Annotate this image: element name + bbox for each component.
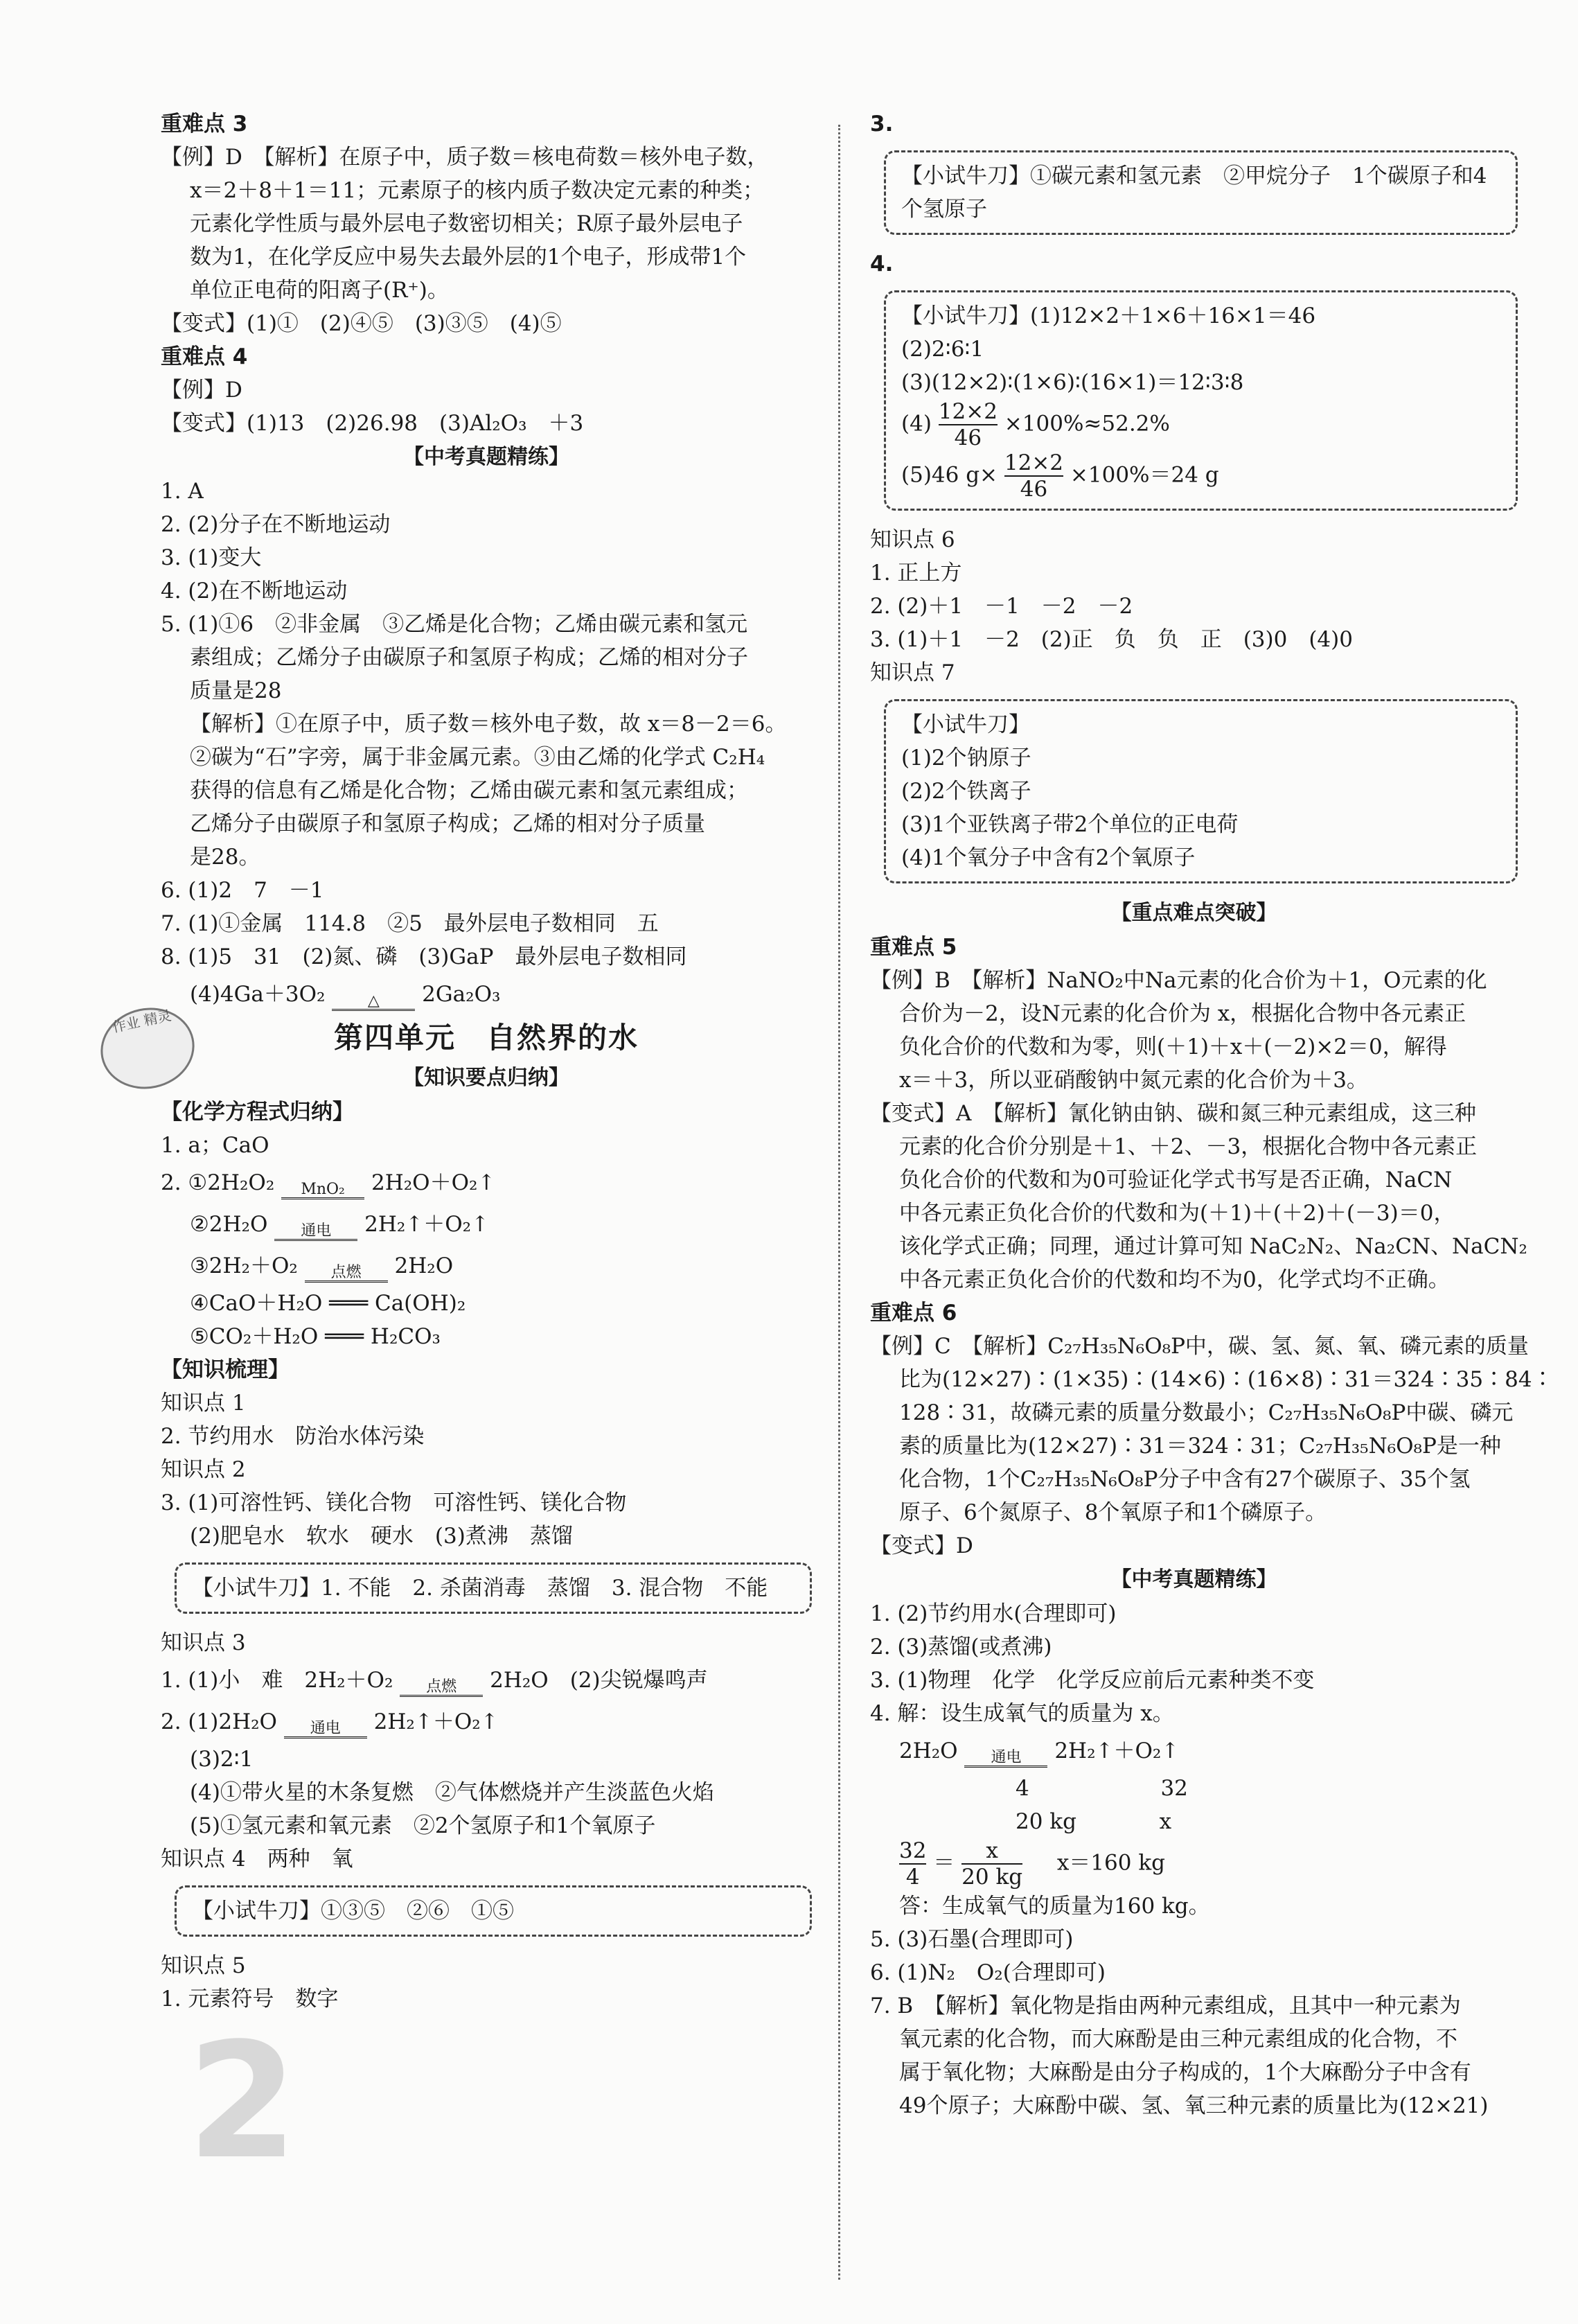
text-line: 元素化学性质与最外层电子数密切相关；R原子最外层电子 <box>190 211 743 236</box>
knowledge-point: 知识点 1 <box>161 1391 246 1416</box>
practice-text: (2)2个铁离子 <box>901 779 1031 804</box>
answer-line: 1. (2)节约用水(合理即可) <box>870 1601 1117 1626</box>
answer-line: 2. (2)分子在不断地运动 <box>161 512 391 537</box>
reaction-arrow: △ <box>332 994 415 1015</box>
text-line: 【变式】(1)13 (2)26.98 (3)Al₂O₃ ＋3 <box>161 411 584 436</box>
answer-line: 2. (2)＋1 －1 －2 －2 <box>870 594 1133 619</box>
practice-text: 【小试牛刀】①碳元素和氢元素 ②甲烷分子 1个碳原子和4个氢原子 <box>901 164 1487 222</box>
answer-line: 8. (1)5 31 (2)氮、磷 (3)GaP 最外层电子数相同 <box>161 944 687 969</box>
section-title: 【重点难点突破】 <box>1110 901 1277 925</box>
equation: 2. (1)2H₂O 通电 2H₂↑＋O₂↑ <box>161 1701 812 1743</box>
answer-line: 7. (1)①金属 114.8 ②5 最外层电子数相同 五 <box>161 911 659 936</box>
text-line: 合价为－2，设N元素的化合价为 x，根据化合物中各元素正 <box>899 1001 1466 1026</box>
answer-line: 3. (1)变大 <box>161 545 262 570</box>
practice-text: 【小试牛刀】(1)12×2＋1×6＋16×1＝46 <box>901 303 1316 328</box>
equation: ③2H₂＋O₂ 点燃 2H₂O <box>161 1245 812 1287</box>
text-line: 【例】C 【解析】C₂₇H₃₅N₆O₈P中，碳、氢、氮、氧、磷元素的质量 <box>870 1334 1529 1359</box>
equation: ④CaO＋H₂O ═══ Ca(OH)₂ <box>190 1291 466 1316</box>
question-number: 3. <box>870 112 894 137</box>
answer-line: 2. (3)蒸馏(或煮沸) <box>870 1635 1052 1660</box>
practice-text: (3)(12×2)∶(1×6)∶(16×1)＝12∶3∶8 <box>901 370 1244 395</box>
practice-box <box>884 150 1518 235</box>
answer-line: 素组成；乙烯分子由碳原子和氢原子构成；乙烯的相对分子 <box>190 645 748 670</box>
answer-line: 答：生成氧气的质量为160 kg。 <box>899 1894 1210 1919</box>
section-title: 【知识要点归纳】 <box>403 1066 569 1090</box>
fraction: $\frac{12\times 2}{46}$ <box>938 399 998 450</box>
answer-line: 49个原子；大麻酚中碳、氢、氧三种元素的质量比为(12×21) <box>899 2093 1489 2118</box>
text-line: 该化学式正确；同理，通过计算可知 NaC₂N₂、Na₂CN、NaCN₂ <box>899 1234 1527 1259</box>
fraction: $\frac{12\times 2}{46}$ <box>1004 450 1064 502</box>
text-line: 【例】D 【解析】在原子中，质子数＝核电荷数＝核外电子数， <box>161 145 769 170</box>
answer-line: 【解析】①在原子中，质子数＝核外电子数，故 x＝8－2＝6。 <box>190 712 787 737</box>
reaction-arrow: 通电 <box>284 1721 367 1743</box>
text-line: 【变式】A 【解析】氰化钠由钠、碳和氮三种元素组成，这三种 <box>870 1101 1476 1126</box>
text-line: 单位正电荷的阳离子(R⁺)。 <box>190 278 449 303</box>
fraction: $\frac{x}{20 kg}$ <box>961 1838 1023 1890</box>
practice-text: (3)1个亚铁离子带2个单位的正电荷 <box>901 812 1239 837</box>
answer-line: 属于氧化物；大麻酚是由分子构成的，1个大麻酚分子中含有 <box>899 2060 1471 2085</box>
knowledge-point: 知识点 5 <box>161 1953 246 1978</box>
answer-line: 4. (2)在不断地运动 <box>161 579 348 604</box>
text-line: x＝＋3，所以亚硝酸钠中氮元素的化合价为＋3。 <box>899 1068 1368 1093</box>
answer-line: 7. B 【解析】氧化物是指由两种元素组成，且其中一种元素为 <box>870 1993 1461 2018</box>
answer-line: 质量是28 <box>190 678 282 703</box>
equation: 1. a；CaO <box>161 1133 269 1158</box>
section-heading: 重难点 6 <box>870 1301 957 1326</box>
column-divider <box>838 125 840 2280</box>
stamp-logo: 作业 精灵 <box>93 999 202 1098</box>
text-line: x＝2＋8＋1＝11；元素原子的核内质子数决定元素的种类； <box>190 178 765 203</box>
fraction-line: (4) $\frac{12\times 2}{46}$ ×100%≈52.2% <box>901 399 1170 450</box>
knowledge-point: 知识点 2 <box>161 1457 246 1482</box>
text-line: 元素的化合价分别是＋1、＋2、－3，根据化合物中各元素正 <box>899 1134 1478 1159</box>
practice-box <box>175 1885 812 1937</box>
answer-line: 6. (1)2 7 －1 <box>161 878 324 903</box>
text-line: 化合物，1个C₂₇H₃₅N₆O₈P分子中含有27个碳原子、35个氢 <box>899 1467 1471 1492</box>
reaction-arrow: 通电 <box>274 1224 357 1245</box>
answer-line: (3)2∶1 <box>190 1747 254 1772</box>
knowledge-point: 知识点 4 两种 氧 <box>161 1847 353 1872</box>
fraction-line: (5)46 g× $\frac{12\times 2}{46}$ ×100%＝24 g <box>901 450 1219 502</box>
text-line: 【变式】D <box>870 1533 973 1558</box>
equation: 1. (1)小 难 2H₂＋O₂ 点燃 2H₂O (2)尖锐爆鸣声 <box>161 1660 812 1701</box>
practice-text: (2)2∶6∶1 <box>901 337 984 362</box>
answer-line: 获得的信息有乙烯是化合物；乙烯由碳元素和氢元素组成； <box>190 778 748 803</box>
answer-line: 3. (1)＋1 －2 (2)正 负 负 正 (3)0 (4)0 <box>870 627 1353 652</box>
reaction-arrow: 点燃 <box>400 1680 483 1701</box>
answer-line: 6. (1)N₂ O₂(合理即可) <box>870 1960 1106 1985</box>
text-line: 中各元素正负化合价的代数和均不为0，化学式均不正确。 <box>899 1267 1450 1292</box>
text-line: 中各元素正负化合价的代数和为(＋1)＋(＋2)＋(－3)＝0， <box>899 1201 1455 1226</box>
page-number: 2 <box>187 2009 299 2194</box>
reaction-arrow: 通电 <box>964 1750 1047 1772</box>
answer-line: 3. (1)可溶性钙、镁化合物 可溶性钙、镁化合物 <box>161 1490 627 1515</box>
practice-box <box>175 1562 812 1614</box>
answer-line: 3. (1)物理 化学 化学反应前后元素种类不变 <box>870 1668 1315 1693</box>
equation: 2H₂O 通电 2H₂↑＋O₂↑ <box>870 1730 1518 1772</box>
practice-box <box>884 699 1518 883</box>
practice-text: 【小试牛刀】 <box>901 712 1030 737</box>
section-title: 【中考真题精练】 <box>1110 1567 1277 1592</box>
practice-text: 【小试牛刀】①③⑤ ②⑥ ①⑤ <box>192 1899 514 1924</box>
answer-line: 是28。 <box>190 845 260 870</box>
text-line: 【变式】(1)① (2)④⑤ (3)③⑤ (4)⑤ <box>161 311 562 336</box>
text-line: 原子、6个氮原子、8个氧原子和1个磷原子。 <box>899 1500 1327 1525</box>
practice-box <box>884 290 1518 511</box>
answer-line: 乙烯分子由碳原子和氢原子构成；乙烯的相对分子质量 <box>190 811 705 836</box>
text-line: 负化合价的代数和为零，则(＋1)＋x＋(－2)×2＝0，解得 <box>899 1035 1447 1059</box>
fraction: $\frac{32}{4}$ <box>899 1838 927 1890</box>
calc-line: 20 kg x <box>1016 1809 1172 1834</box>
section-heading: 重难点 5 <box>870 935 957 960</box>
calc-line: 4 32 <box>1016 1776 1188 1801</box>
text-line: 【例】B 【解析】NaNO₂中Na元素的化合价为＋1，O元素的化 <box>870 968 1487 993</box>
text-line: 素的质量比为(12×27)∶31＝324∶31；C₂₇H₃₅N₆O₈P是一种 <box>899 1434 1501 1459</box>
practice-text: (1)2个钠原子 <box>901 746 1031 771</box>
text-line: 【例】D <box>161 378 242 403</box>
answer-line: 氧元素的化合物，而大麻酚是由三种元素组成的化合物，不 <box>899 2027 1457 2052</box>
answer-line: (2)肥皂水 软水 硬水 (3)煮沸 蒸馏 <box>190 1524 573 1549</box>
knowledge-point: 知识点 6 <box>870 527 955 552</box>
left-column <box>161 107 812 2016</box>
section-heading: 重难点 3 <box>161 112 248 137</box>
section-heading: 【知识梳理】 <box>161 1357 290 1382</box>
text-line: 数为1，在化学反应中易失去最外层的1个电子，形成带1个 <box>190 245 747 270</box>
equation: 2. ①2H₂O₂ MnO₂ 2H₂O＋O₂↑ <box>161 1162 812 1204</box>
answer-line: 2. 节约用水 防治水体污染 <box>161 1424 425 1449</box>
reaction-arrow: MnO₂ <box>281 1182 364 1204</box>
knowledge-point: 知识点 3 <box>161 1630 246 1655</box>
section-title: 【中考真题精练】 <box>403 445 569 469</box>
section-heading: 【化学方程式归纳】 <box>161 1100 354 1125</box>
answer-line: 4. 解：设生成氧气的质量为 x。 <box>870 1701 1174 1726</box>
answer-line: (5)①氢元素和氧元素 ②2个氢原子和1个氧原子 <box>190 1813 656 1838</box>
text-line: 128∶31，故磷元素的质量分数最小；C₂₇H₃₅N₆O₈P中碳、磷元 <box>899 1400 1514 1425</box>
practice-text: (4)1个氧分子中含有2个氧原子 <box>901 845 1196 870</box>
answer-line: ②碳为“石”字旁，属于非金属元素。③由乙烯的化学式 C₂H₄ <box>190 745 765 770</box>
unit-title: 第四单元 自然界的水 <box>333 1021 639 1055</box>
right-column <box>870 107 1554 2122</box>
answer-line: 1. 正上方 <box>870 561 962 586</box>
section-heading: 重难点 4 <box>161 344 248 369</box>
answer-line: 1. A <box>161 479 204 504</box>
practice-text: 【小试牛刀】1. 不能 2. 杀菌消毒 蒸馏 3. 混合物 不能 <box>192 1576 768 1601</box>
proportion-line: $\frac{32}{4}$ ＝ $\frac{x}{20 kg}$ x＝160 kg <box>899 1838 1165 1890</box>
equation: (4)4Ga＋3O₂ △ 2Ga₂O₃ <box>161 974 812 1015</box>
answer-line: 5. (3)石墨(合理即可) <box>870 1927 1074 1952</box>
reaction-arrow: 点燃 <box>305 1265 388 1287</box>
knowledge-point: 知识点 7 <box>870 660 955 685</box>
answer-line: 5. (1)①6 ②非金属 ③乙烯是化合物；乙烯由碳元素和氢元 <box>161 612 748 637</box>
answer-line: (4)①带火星的木条复燃 ②气体燃烧并产生淡蓝色火焰 <box>190 1780 714 1805</box>
equation: ⑤CO₂＋H₂O ═══ H₂CO₃ <box>190 1324 441 1349</box>
question-number: 4. <box>870 252 894 276</box>
equation: ②2H₂O 通电 2H₂↑＋O₂↑ <box>161 1204 812 1245</box>
text-line: 比为(12×27)∶(1×35)∶(14×6)∶(16×8)∶31＝324∶35∶84∶ <box>899 1367 1554 1392</box>
text-line: 负化合价的代数和为0可验证化学式书写是否正确，NaCN <box>899 1168 1453 1192</box>
answer-line: 1. 元素符号 数字 <box>161 1987 339 2012</box>
